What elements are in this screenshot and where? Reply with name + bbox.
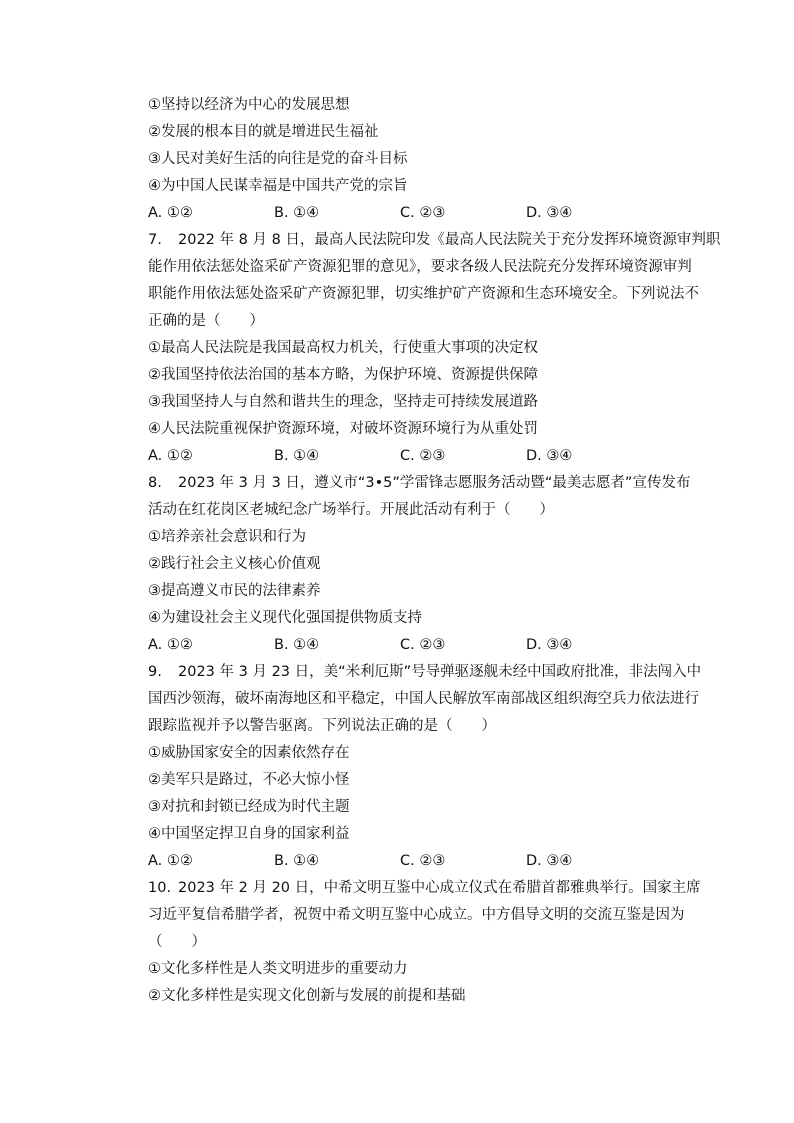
option-a: A. ①②: [148, 637, 193, 653]
option-a: A. ①②: [148, 853, 193, 869]
statement: ②美军只是路过，不必大惊小怪: [148, 772, 350, 788]
statement: ②发展的根本目的就是增进民生福祉: [148, 124, 379, 140]
option-b: B. ①④: [274, 637, 320, 653]
option-a: A. ①②: [148, 205, 193, 221]
question-stem-line: （ ）: [148, 934, 206, 950]
options-row: [148, 200, 688, 227]
question-9: [148, 659, 702, 875]
question-stem-line: 7. 2022 年 8 月 8 日，最高人民法院印发《最高人民法院关于充分发挥环境资源审判职: [148, 227, 688, 254]
statement: ④中国坚定捍卫自身的国家利益: [148, 826, 350, 842]
question-7: [148, 227, 721, 470]
question-10: [148, 875, 701, 1010]
option-b: B. ①④: [274, 448, 320, 464]
statement: ②践行社会主义核心价值观: [148, 556, 321, 572]
question-stem-line: 能作用依法惩处盗采矿产资源犯罪的意见》，要求各级人民法院充分发挥环境资源审判: [148, 259, 692, 275]
option-c: C. ②③: [400, 853, 446, 869]
option-d: D. ③④: [526, 637, 573, 653]
question-number: 10.: [148, 880, 172, 896]
option-c: C. ②③: [400, 205, 446, 221]
question-number: 7.: [148, 232, 162, 248]
question-stem-line: 习近平复信希腊学者，祝贺中希文明互鉴中心成立。中方倡导文明的交流互鉴是因为: [148, 907, 685, 923]
statement: ③我国坚持人与自然和谐共生的理念，坚持走可持续发展道路: [148, 394, 538, 410]
options-row: [148, 443, 688, 470]
option-d: D. ③④: [526, 448, 573, 464]
statement: ①坚持以经济为中心的发展思想: [148, 97, 350, 113]
question-8: [148, 470, 691, 659]
options-row: [148, 848, 688, 875]
statement: ④人民法院重视保护资源环境，对破坏资源环境行为从重处罚: [148, 421, 538, 437]
question-stem-line: 9. 2023 年 3 月 23 日，美“米利厄斯”号导弹驱逐舰未经中国政府批准，非法闯入中: [148, 659, 688, 686]
exam-page: [148, 92, 721, 1010]
question-stem-line: 10. 2023 年 2 月 20 日，中希文明互鉴中心成立仪式在希腊首都雅典举行。国家主席: [148, 875, 688, 902]
option-b: B. ①④: [274, 853, 320, 869]
question-stem-line: 国西沙领海，破坏南海地区和平稳定，中国人民解放军南部战区组织海空兵力依法进行: [148, 691, 699, 707]
option-d: D. ③④: [526, 853, 573, 869]
statement: ①培养亲社会意识和行为: [148, 529, 306, 545]
statement: ④为中国人民谋幸福是中国共产党的宗旨: [148, 178, 408, 194]
option-d: D. ③④: [526, 205, 573, 221]
options-row: [148, 632, 688, 659]
question-stem-line: 跟踪监视并予以警告驱离。下列说法正确的是（ ）: [148, 718, 496, 734]
statement: ①文化多样性是人类文明进步的重要动力: [148, 961, 408, 977]
question-number: 9.: [148, 664, 162, 680]
statement: ④为建设社会主义现代化强国提供物质支持: [148, 610, 422, 626]
question-stem-line: 正确的是（ ）: [148, 313, 264, 329]
statement: ①最高人民法院是我国最高权力机关，行使重大事项的决定权: [148, 340, 538, 356]
option-b: B. ①④: [274, 205, 320, 221]
statement: ②文化多样性是实现文化创新与发展的前提和基础: [148, 988, 466, 1004]
option-c: C. ②③: [400, 448, 446, 464]
statement: ③提高遵义市民的法律素养: [148, 583, 321, 599]
question-stem-line: 职能作用依法惩处盗采矿产资源犯罪，切实维护矿产资源和生态环境安全。下列说法不: [148, 286, 699, 302]
statement: ③人民对美好生活的向往是党的奋斗目标: [148, 151, 408, 167]
statement: ①威胁国家安全的因素依然存在: [148, 745, 350, 761]
option-a: A. ①②: [148, 448, 193, 464]
option-c: C. ②③: [400, 637, 446, 653]
question-number: 8.: [148, 475, 162, 491]
question-stem-line: 活动在红花岗区老城纪念广场举行。开展此活动有利于（ ）: [148, 502, 554, 518]
question-stem-line: 8. 2023 年 3 月 3 日，遵义市“3•5”学雷锋志愿服务活动暨“最美志愿者”宣传发布: [148, 470, 688, 497]
preamble-block: [148, 92, 688, 227]
statement: ②我国坚持依法治国的基本方略，为保护环境、资源提供保障: [148, 367, 538, 383]
statement: ③对抗和封锁已经成为时代主题: [148, 799, 350, 815]
